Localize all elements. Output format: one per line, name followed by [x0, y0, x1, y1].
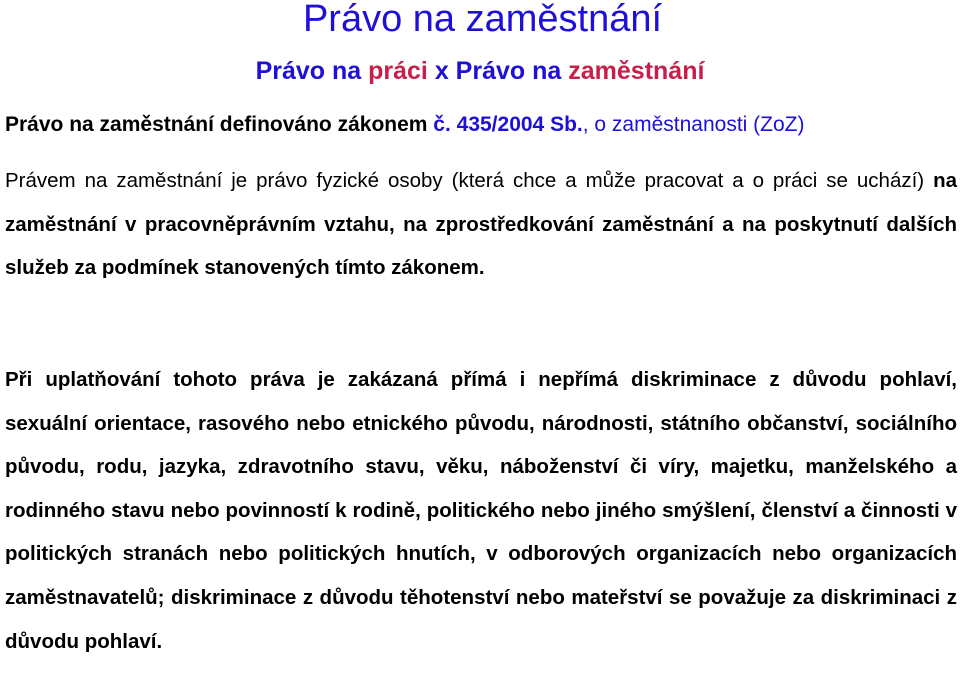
slide-title: Právo na zaměstnání — [302, 0, 663, 40]
law-text-1: Právo na zaměstnání definováno zákonem — [5, 113, 434, 136]
subtitle-text-2: x Právo na — [427, 57, 569, 85]
law-reference — [5, 110, 955, 140]
definition-text-2: (která chce a může pracovat a o práci se uchází) — [451, 169, 925, 192]
subtitle-accent-employment: zaměstnání — [568, 57, 705, 85]
definition-text-3: na zaměstnání v pracovněprávním vztahu, na zprostředkování zaměstnání a na poskytnutí — [5, 169, 957, 236]
law-number: č. 435/2004 Sb. — [433, 113, 583, 136]
definition-text-1: Právem na zaměstnání je právo fyzické osoby — [5, 169, 452, 192]
definition-paragraph — [5, 159, 957, 290]
definition-text-4: dalších služeb za podmínek stanovených tímto zákonem. — [5, 212, 957, 279]
subtitle-accent-work: práci — [368, 57, 428, 85]
discrimination-paragraph: Při uplatňování tohoto práva je zakázaná přímá i nepřímá diskriminace z důvodu pohlaví, sexuální orientace, rasového nebo etnického původu, národnosti, státního občanství, sociálního původu, rodu, jazyka, zdravotního stavu, věku, náboženství či víry, majetku, manželského a rodinného stavu nebo povinností k rodině, politického nebo jiného smýšlení, členství a činnosti v politických stranách nebo politických hnutích, v odborových organizacích nebo organizacích zaměstnavatelů; diskriminace z důvodu těhotenství nebo mateřství se považuje za diskriminaci z důvodu pohlaví. — [5, 368, 957, 653]
law-name: , o zaměstnanosti (ZoZ) — [582, 113, 805, 136]
subtitle-text-1: Právo na — [255, 57, 369, 85]
slide-subtitle — [0, 54, 960, 88]
